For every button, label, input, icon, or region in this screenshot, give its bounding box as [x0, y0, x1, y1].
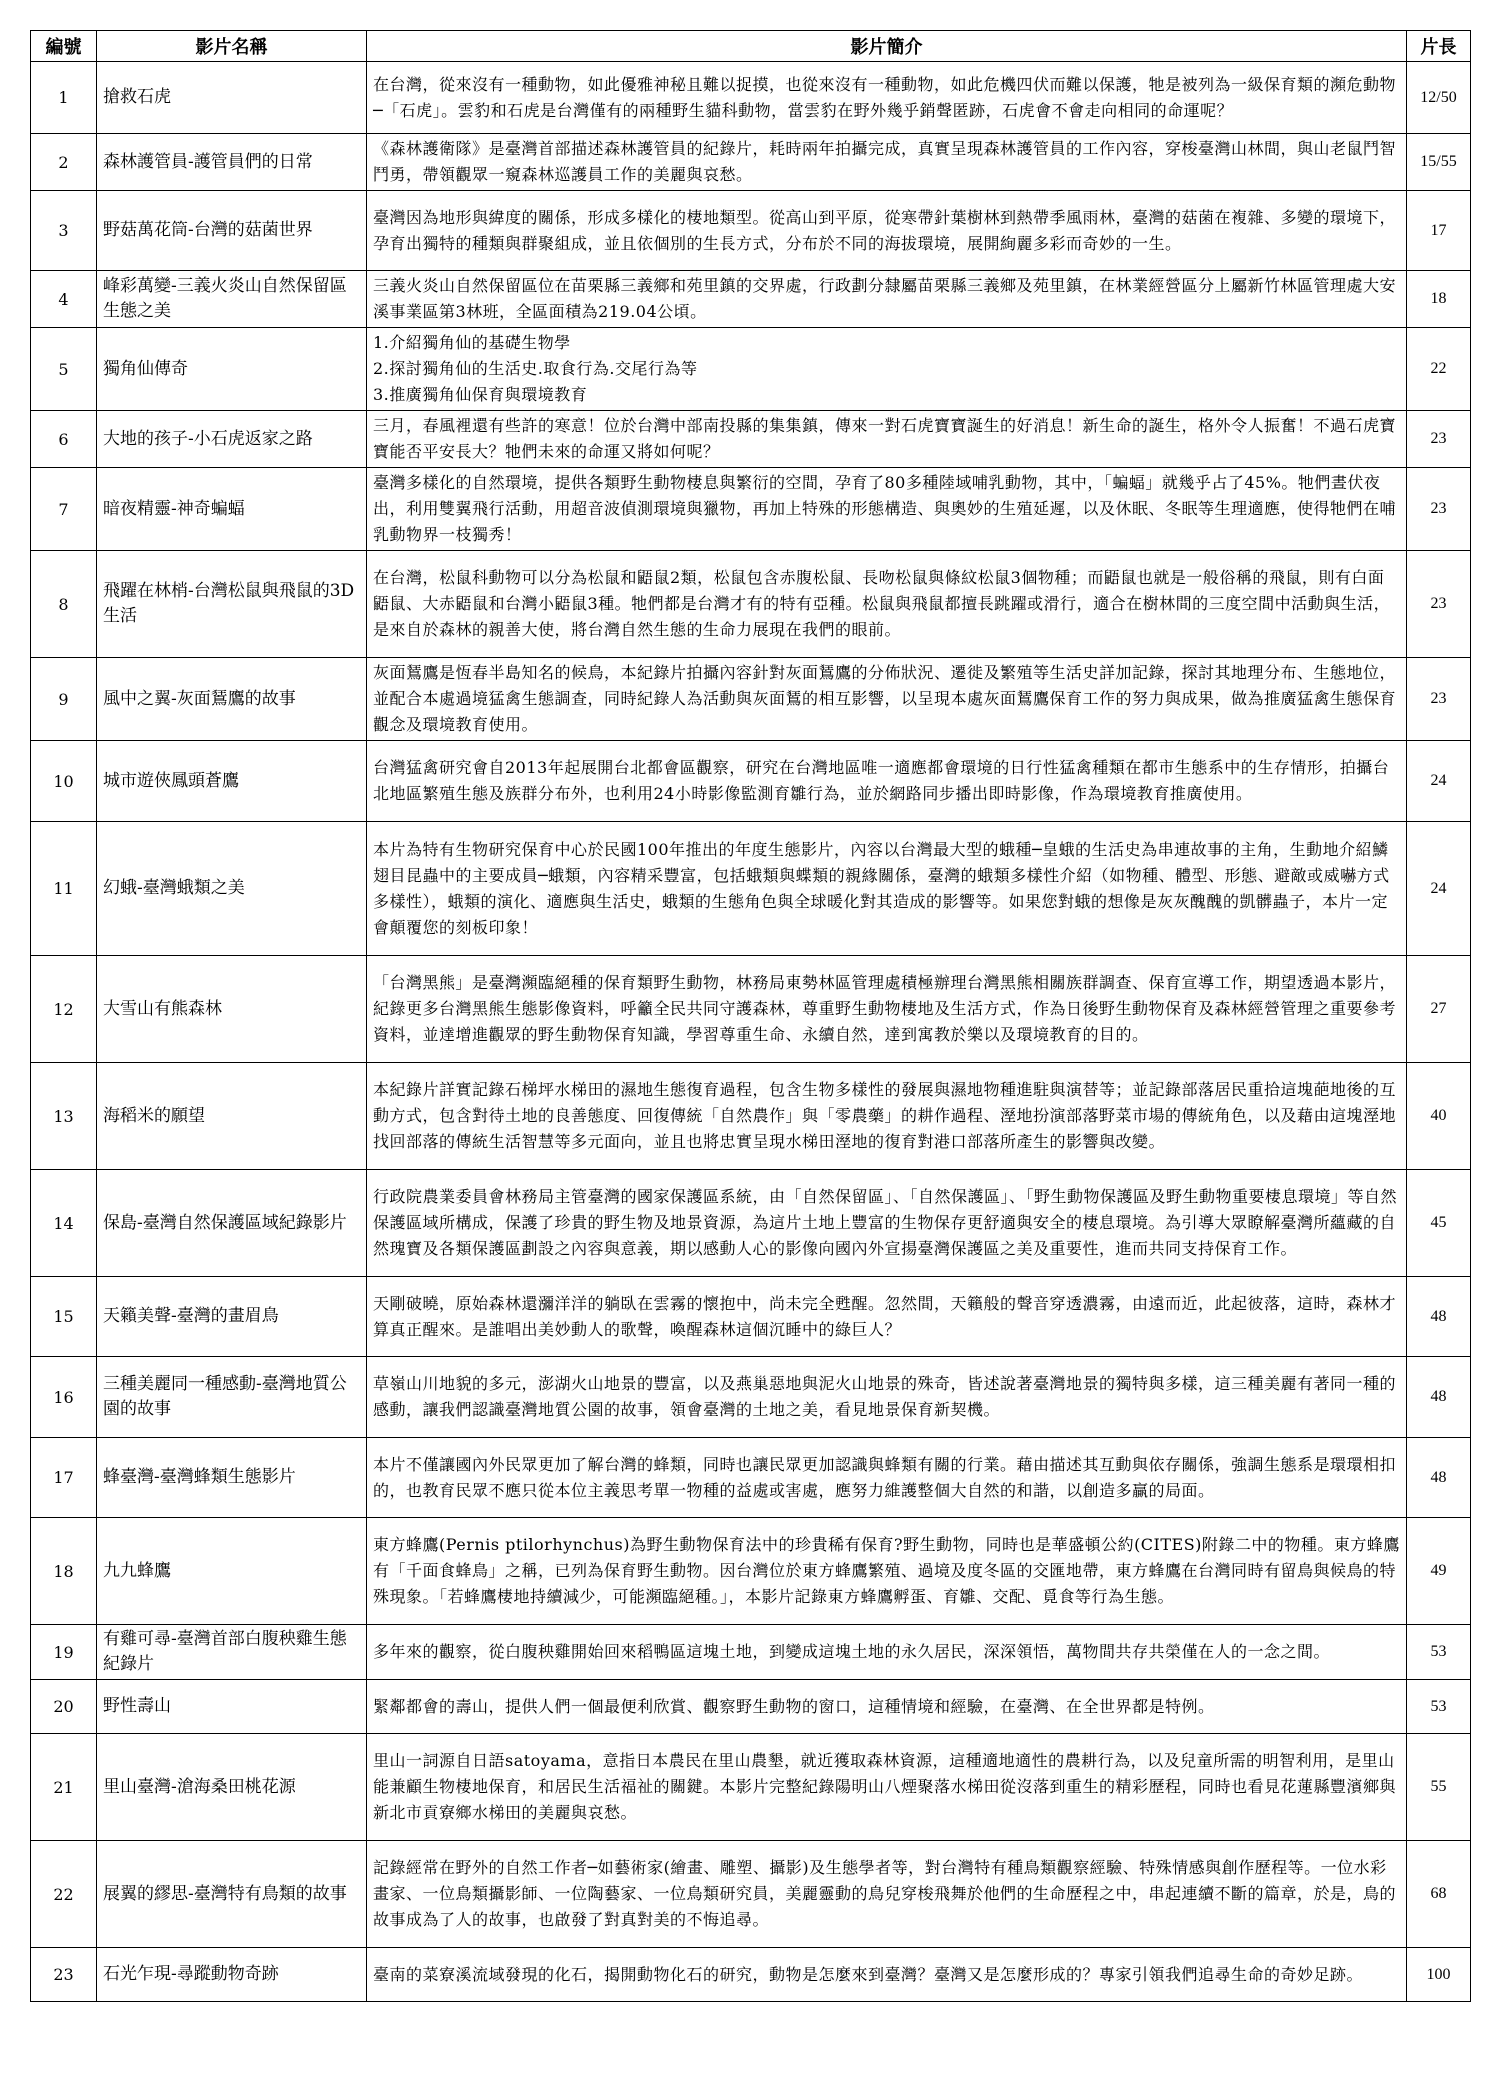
film-title: 暗夜精靈-神奇蝙蝠 — [97, 468, 367, 551]
film-summary: 灰面鵟鷹是恆春半島知名的候鳥，本紀錄片拍攝內容針對灰面鵟鷹的分佈狀況、遷徙及繁殖等生活史詳加記錄，探討其地理分布、生態地位，並配合本處過境猛禽生態調查，同時紀錄人為活動與灰面鵟的相互影響，以呈現本處灰面鵟鷹保育工作的努力與成果，做為推廣猛禽生態保育觀念及環境教育使用。 — [367, 658, 1407, 741]
table-row — [31, 1841, 1471, 1948]
film-length: 53 — [1407, 1625, 1471, 1680]
film-length: 18 — [1407, 271, 1471, 328]
film-length: 48 — [1407, 1277, 1471, 1357]
film-title: 海稻米的願望 — [97, 1063, 367, 1170]
table-row — [31, 1063, 1471, 1170]
film-title: 幻蛾-臺灣蛾類之美 — [97, 822, 367, 956]
row-number: 3 — [31, 191, 97, 271]
film-length: 27 — [1407, 956, 1471, 1063]
film-length: 23 — [1407, 468, 1471, 551]
film-summary: 在台灣，松鼠科動物可以分為松鼠和鼯鼠2類，松鼠包含赤腹松鼠、長吻松鼠與條紋松鼠3個物種；而鼯鼠也就是一般俗稱的飛鼠，則有白面鼯鼠、大赤鼯鼠和台灣小鼯鼠3種。牠們都是台灣才有的特有亞種。松鼠與飛鼠都擅長跳躍或滑行，適合在樹林間的三度空間中活動與生活，是來自於森林的親善大使，將台灣自然生態的生命力展現在我們的眼前。 — [367, 551, 1407, 658]
film-length: 40 — [1407, 1063, 1471, 1170]
table-row — [31, 822, 1471, 956]
film-title: 九九蜂鷹 — [97, 1518, 367, 1625]
table-row — [31, 551, 1471, 658]
row-number: 23 — [31, 1948, 97, 2002]
film-length: 49 — [1407, 1518, 1471, 1625]
table-row — [31, 1948, 1471, 2002]
row-number: 22 — [31, 1841, 97, 1948]
film-title: 三種美麗同一種感動-臺灣地質公園的故事 — [97, 1357, 367, 1438]
film-summary: 台灣猛禽研究會自2013年起展開台北都會區觀察，研究在台灣地區唯一適應都會環境的日行性猛禽種類在都市生態系中的生存情形，拍攝台北地區繁殖生態及族群分布外，也利用24小時影像監測育雛行為，並於網路同步播出即時影像，作為環境教育推廣使用。 — [367, 741, 1407, 822]
film-title: 有雞可尋-臺灣首部白腹秧雞生態紀錄片 — [97, 1625, 367, 1680]
table-row — [31, 1625, 1471, 1680]
table-row — [31, 1518, 1471, 1625]
film-length: 15/55 — [1407, 134, 1471, 191]
row-number: 1 — [31, 62, 97, 134]
film-length: 48 — [1407, 1357, 1471, 1438]
table-row — [31, 468, 1471, 551]
film-summary: 《森林護衛隊》是臺灣首部描述森林護管員的紀錄片，耗時兩年拍攝完成，真實呈現森林護管員的工作內容，穿梭臺灣山林間，與山老鼠鬥智鬥勇，帶領觀眾一窺森林巡護員工作的美麗與哀愁。 — [367, 134, 1407, 191]
film-summary: 臺灣因為地形與緯度的關係，形成多樣化的棲地類型。從高山到平原，從寒帶針葉樹林到熱帶季風雨林，臺灣的菇菌在複雜、多變的環境下，孕育出獨特的種類與群聚組成，並且依個別的生長方式，分布於不同的海拔環境，展開絢麗多彩而奇妙的一生。 — [367, 191, 1407, 271]
film-title: 大地的孩子-小石虎返家之路 — [97, 411, 367, 468]
table-row — [31, 411, 1471, 468]
row-number: 14 — [31, 1170, 97, 1277]
film-title: 獨角仙傳奇 — [97, 328, 367, 411]
table-row — [31, 134, 1471, 191]
table-row — [31, 1277, 1471, 1357]
header-length: 片長 — [1407, 31, 1471, 62]
film-title: 野性壽山 — [97, 1680, 367, 1734]
film-title: 野菇萬花筒-台灣的菇菌世界 — [97, 191, 367, 271]
film-summary: 1.介紹獨角仙的基礎生物學 2.探討獨角仙的生活史.取食行為.交尾行為等 3.推廣獨角仙保育與環境教育 — [367, 328, 1407, 411]
film-title: 展翼的繆思-臺灣特有鳥類的故事 — [97, 1841, 367, 1948]
row-number: 7 — [31, 468, 97, 551]
header-number: 編號 — [31, 31, 97, 62]
film-title: 保島-臺灣自然保護區域紀錄影片 — [97, 1170, 367, 1277]
row-number: 6 — [31, 411, 97, 468]
header-film-title: 影片名稱 — [97, 31, 367, 62]
film-title: 天籟美聲-臺灣的畫眉鳥 — [97, 1277, 367, 1357]
film-rows — [31, 62, 1471, 2002]
row-number: 4 — [31, 271, 97, 328]
film-summary: 多年來的觀察，從白腹秧雞開始回來稻鴨區這塊土地，到變成這塊土地的永久居民，深深領悟，萬物間共存共榮僅在人的一念之間。 — [367, 1625, 1407, 1680]
table-row — [31, 956, 1471, 1063]
film-length: 68 — [1407, 1841, 1471, 1948]
row-number: 10 — [31, 741, 97, 822]
row-number: 8 — [31, 551, 97, 658]
table-row — [31, 191, 1471, 271]
table-row — [31, 1357, 1471, 1438]
row-number: 2 — [31, 134, 97, 191]
film-length: 17 — [1407, 191, 1471, 271]
row-number: 18 — [31, 1518, 97, 1625]
film-title: 峰彩萬變-三義火炎山自然保留區生態之美 — [97, 271, 367, 328]
film-summary: 臺灣多樣化的自然環境，提供各類野生動物棲息與繁衍的空間，孕育了80多種陸域哺乳動物，其中，「蝙蝠」就幾乎占了45%。牠們晝伏夜出，利用雙翼飛行活動，用超音波偵測環境與獵物，再加上特殊的形態構造、與奧妙的生殖延遲，以及休眠、冬眠等生理適應，使得牠們在哺乳動物界一枝獨秀！ — [367, 468, 1407, 551]
table-row — [31, 1734, 1471, 1841]
film-summary: 草嶺山川地貌的多元，澎湖火山地景的豐富，以及燕巢惡地與泥火山地景的殊奇，皆述說著臺灣地景的獨特與多樣，這三種美麗有著同一種的感動，讓我們認識臺灣地質公園的故事，領會臺灣的土地之美，看見地景保育新契機。 — [367, 1357, 1407, 1438]
film-title: 蜂臺灣-臺灣蜂類生態影片 — [97, 1438, 367, 1518]
film-length: 23 — [1407, 658, 1471, 741]
row-number: 9 — [31, 658, 97, 741]
header-film-summary: 影片簡介 — [367, 31, 1407, 62]
film-summary: 東方蜂鷹(Pernis ptilorhynchus)為野生動物保育法中的珍貴稀有保育?野生動物，同時也是華盛頓公約(CITES)附錄二中的物種。東方蜂鷹有「千面食蜂鳥」之稱，已列為保育野生動物。因台灣位於東方蜂鷹繁殖、過境及度冬區的交匯地帶，東方蜂鷹在台灣同時有留鳥與候鳥的特殊現象。「若蜂鷹棲地持續減少，可能瀕臨絕種。」，本影片記錄東方蜂鷹孵蛋、育雛、交配、覓食等行為生態。 — [367, 1518, 1407, 1625]
row-number: 21 — [31, 1734, 97, 1841]
film-summary: 本片為特有生物研究保育中心於民國100年推出的年度生態影片，內容以台灣最大型的蛾種─皇蛾的生活史為串連故事的主角，生動地介紹鱗翅目昆蟲中的主要成員─蛾類，內容精采豐富，包括蛾類與蝶類的親緣關係，臺灣的蛾類多樣性介紹（如物種、體型、形態、避敵或威嚇方式多樣性），蛾類的演化、適應與生活史，蛾類的生態角色與全球暖化對其造成的影響等。如果您對蛾的想像是灰灰醜醜的凱髒蟲子，本片一定會顛覆您的刻板印象！ — [367, 822, 1407, 956]
film-summary: 三月，春風裡還有些許的寒意！位於台灣中部南投縣的集集鎮，傳來一對石虎寶寶誕生的好消息！新生命的誕生，格外令人振奮！不過石虎寶寶能否平安長大？牠們未來的命運又將如何呢？ — [367, 411, 1407, 468]
film-summary: 行政院農業委員會林務局主管臺灣的國家保護區系統，由「自然保留區」、「自然保護區」、「野生動物保護區及野生動物重要棲息環境」等自然保護區域所構成，保護了珍貴的野生物及地景資源，為這片土地上豐富的生物保存更舒適與安全的棲息環境。為引導大眾瞭解臺灣所蘊藏的自然瑰寶及各類保護區劃設之內容與意義，期以感動人心的影像向國內外宣揚臺灣保護區之美及重要性，進而共同支持保育工作。 — [367, 1170, 1407, 1277]
row-number: 19 — [31, 1625, 97, 1680]
row-number: 17 — [31, 1438, 97, 1518]
film-summary: 記錄經常在野外的自然工作者─如藝術家(繪畫、雕塑、攝影)及生態學者等，對台灣特有種鳥類觀察經驗、特殊情感與創作歷程等。一位水彩畫家、一位鳥類攝影師、一位陶藝家、一位鳥類研究員，美麗靈動的鳥兒穿梭飛舞於他們的生命歷程之中，串起連續不斷的篇章，於是，鳥的故事成為了人的故事，也啟發了對真對美的不悔追尋。 — [367, 1841, 1407, 1948]
row-number: 5 — [31, 328, 97, 411]
film-title: 飛躍在林梢-台灣松鼠與飛鼠的3D生活 — [97, 551, 367, 658]
row-number: 11 — [31, 822, 97, 956]
table-row — [31, 658, 1471, 741]
row-number: 12 — [31, 956, 97, 1063]
table-row — [31, 328, 1471, 411]
row-number: 15 — [31, 1277, 97, 1357]
film-title: 城市遊俠鳳頭蒼鷹 — [97, 741, 367, 822]
header-row — [31, 31, 1471, 62]
film-title: 搶救石虎 — [97, 62, 367, 134]
film-summary: 緊鄰都會的壽山，提供人們一個最便利欣賞、觀察野生動物的窗口，這種情境和經驗，在臺灣、在全世界都是特例。 — [367, 1680, 1407, 1734]
film-length: 23 — [1407, 551, 1471, 658]
film-length: 55 — [1407, 1734, 1471, 1841]
film-title: 森林護管員-護管員們的日常 — [97, 134, 367, 191]
film-summary: 臺南的菜寮溪流域發現的化石，揭開動物化石的研究，動物是怎麼來到臺灣？臺灣又是怎麼形成的？專家引領我們追尋生命的奇妙足跡。 — [367, 1948, 1407, 2002]
film-summary: 天剛破曉，原始森林還瀰洋洋的躺臥在雲霧的懷抱中，尚未完全甦醒。忽然間，天籟般的聲音穿透濃霧，由遠而近，此起彼落，這時，森林才算真正醒來。是誰唱出美妙動人的歌聲，喚醒森林這個沉睡中的綠巨人？ — [367, 1277, 1407, 1357]
row-number: 13 — [31, 1063, 97, 1170]
film-list-table — [30, 30, 1471, 2002]
film-title: 風中之翼-灰面鵟鷹的故事 — [97, 658, 367, 741]
film-summary: 本片不僅讓國內外民眾更加了解台灣的蜂類，同時也讓民眾更加認識與蜂類有關的行業。藉由描述其互動與依存關係，強調生態系是環環相扣的，也教育民眾不應只從本位主義思考單一物種的益處或害處，應努力維護整個大自然的和諧，以創造多贏的局面。 — [367, 1438, 1407, 1518]
film-summary: 里山一詞源自日語satoyama，意指日本農民在里山農墾，就近獲取森林資源，這種適地適性的農耕行為，以及兒童所需的明智利用，是里山能兼顧生物棲地保育，和居民生活福祉的關鍵。本影片完整紀錄陽明山八煙聚落水梯田從沒落到重生的精彩歷程，同時也看見花蓮縣豐濱鄉與新北市貢寮鄉水梯田的美麗與哀愁。 — [367, 1734, 1407, 1841]
film-summary: 「台灣黑熊」是臺灣瀕臨絕種的保育類野生動物，林務局東勢林區管理處積極辦理台灣黑熊相關族群調查、保育宣導工作，期望透過本影片，紀錄更多台灣黑熊生態影像資料，呼籲全民共同守護森林，尊重野生動物棲地及生活方式，作為日後野生動物保育及森林經營管理之重要參考資料，並達增進觀眾的野生動物保育知識，學習尊重生命、永續自然，達到寓教於樂以及環境教育的目的。 — [367, 956, 1407, 1063]
film-summary: 在台灣，從來沒有一種動物，如此優雅神秘且難以捉摸，也從來沒有一種動物，如此危機四伏而難以保護，牠是被列為一級保育類的瀕危動物─「石虎」。雲豹和石虎是台灣僅有的兩種野生貓科動物，當雲豹在野外幾乎銷聲匿跡，石虎會不會走向相同的命運呢？ — [367, 62, 1407, 134]
row-number: 16 — [31, 1357, 97, 1438]
film-summary: 三義火炎山自然保留區位在苗栗縣三義鄉和苑里鎮的交界處，行政劃分隸屬苗栗縣三義鄉及苑里鎮，在林業經營區分上屬新竹林區管理處大安溪事業區第3林班，全區面積為219.04公頃。 — [367, 271, 1407, 328]
film-title: 大雪山有熊森林 — [97, 956, 367, 1063]
film-length: 24 — [1407, 822, 1471, 956]
film-title: 石光乍現-尋蹤動物奇跡 — [97, 1948, 367, 2002]
film-length: 24 — [1407, 741, 1471, 822]
film-length: 45 — [1407, 1170, 1471, 1277]
film-length: 22 — [1407, 328, 1471, 411]
film-summary: 本紀錄片詳實記錄石梯坪水梯田的濕地生態復育過程，包含生物多樣性的發展與濕地物種進駐與演替等；並記錄部落居民重拾這塊葩地後的互動方式，包含對待土地的良善態度、回復傳統「自然農作」與「零農藥」的耕作過程、溼地扮演部落野菜市場的傳統角色，以及藉由這塊溼地找回部落的傳統生活智慧等多元面向，並且也將忠實呈現水梯田溼地的復育對港口部落所產生的影響與改變。 — [367, 1063, 1407, 1170]
table-row — [31, 271, 1471, 328]
table-row — [31, 1438, 1471, 1518]
table-row — [31, 1170, 1471, 1277]
film-length: 48 — [1407, 1438, 1471, 1518]
film-length: 12/50 — [1407, 62, 1471, 134]
film-length: 100 — [1407, 1948, 1471, 2002]
film-length: 23 — [1407, 411, 1471, 468]
row-number: 20 — [31, 1680, 97, 1734]
table-row — [31, 1680, 1471, 1734]
table-row — [31, 741, 1471, 822]
film-length: 53 — [1407, 1680, 1471, 1734]
film-title: 里山臺灣-滄海桑田桃花源 — [97, 1734, 367, 1841]
table-row — [31, 62, 1471, 134]
